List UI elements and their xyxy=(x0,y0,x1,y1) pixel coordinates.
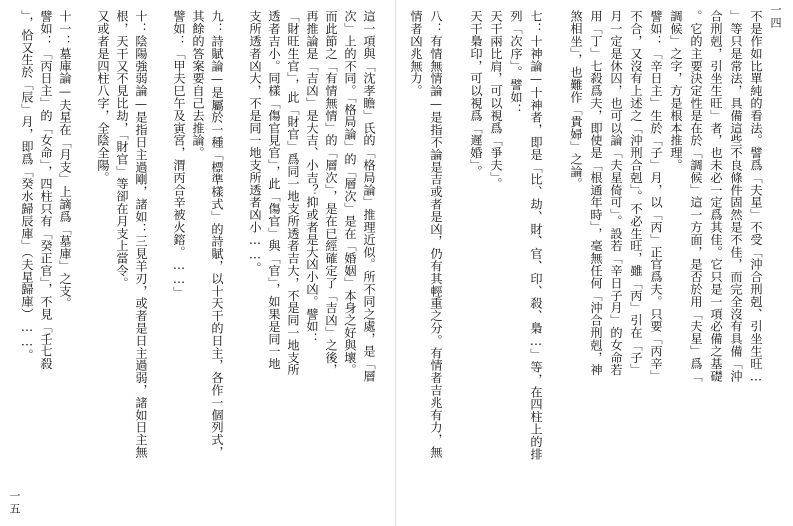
text-column: 月一定是休囚，也可以論「夫星倚可」。設若「辛日子月」的女命若 xyxy=(609,10,623,376)
text-column: 天干兩比肩，可以視爲「爭夫」。 xyxy=(489,10,503,190)
text-column: 十一：墓庫論—夫星在「月支」上謫爲「墓庫」之支。 xyxy=(58,10,72,310)
text-column: 」，恰又生於「辰」月，即爲「癸水歸辰庫」（夫星歸庫）……。 xyxy=(20,10,34,361)
text-column: 七：十神論—十神者，即是「比、劫、財、官、印、殺、梟…」等，在四柱上的排 xyxy=(529,10,543,460)
text-column: 次」上的不同。「格局論」的「層次」是在「婚姻」本身之好與壞。 xyxy=(343,10,357,376)
text-column: 煞相坐」，也難作「貴婦」之論。 xyxy=(569,10,583,190)
text-column: 列「次序」。譬如： xyxy=(509,10,523,116)
text-column: 「財旺生官」，此「財官」爲同一地支所透者吉大，不是同一地支所 xyxy=(286,10,300,376)
text-column: 十：陰陽強弱論—是指日主過剛，諸如：三見羊刃，或者是日主過弱，諸如日主無 xyxy=(134,10,148,459)
page-number-right: 一四 xyxy=(769,4,782,30)
right-page xyxy=(397,0,793,526)
text-column: 根，天干又不見比劫，「財官」等卻在月支上當令。 xyxy=(115,10,129,290)
text-column: 支所透者凶大，不是同一地支所透者凶小……。 xyxy=(248,10,262,274)
left-page xyxy=(0,0,396,526)
text-column: 。它的主要決定性是在於「調候」這一方面，是否於用「夫星」爲「 xyxy=(689,10,703,382)
text-column: 這一項與「沈孝瞻」氏的「格局論」推理近似。所不同之處，是「層 xyxy=(362,10,376,382)
text-column: 其餘的答案要自己去推論。 xyxy=(191,10,205,159)
text-column: 八：有情無情論—是指不論是吉或者是凶，仍有其輕重之分。有情者吉兆有力，無 xyxy=(429,10,443,459)
text-column: 九：詩賦論—是屬於一種「標準樣式」的詩賦，以十天干的日主，各作一個列式， xyxy=(210,10,224,459)
text-column: 天干梟印，可以視爲「遲婚」。 xyxy=(469,10,483,178)
text-column: 譬如：「甲夫巳午及寅宮，渭丙合辛被火鎔。……」 xyxy=(172,10,186,299)
text-column: 調候」之字，方是根本推理。 xyxy=(669,10,683,172)
text-column: 不合，又沒有上述之「沖刑合剋」。不必生旺，雖「丙」引在「子」 xyxy=(629,10,643,376)
text-column: 用「丁」七殺爲夫，即使是「根通年時」，毫無任何「沖合刑剋，神 xyxy=(589,10,603,376)
text-column: 又或者是四柱八字，全陰全陽。 xyxy=(96,10,110,184)
text-column: 譬如：「丙日主」的「女命」，四柱只有「癸正官」，不見「壬七殺 xyxy=(39,10,53,370)
text-column: 再推論是「吉凶」是大吉、小吉？抑或者是大凶小凶。譬如： xyxy=(305,10,319,345)
text-column: 譬如：「辛日主」生於「子」月，以「丙」正官爲夫。只要「丙辛」 xyxy=(649,10,663,382)
text-column: 不是作如比單純的看法。譬爲「夫星」不受「沖合刑剋、引坐生旺… xyxy=(749,10,763,384)
text-column: 合刑剋，引坐生旺」者，也未必一定爲其佳。它只是一項必備之基礎 xyxy=(709,10,723,382)
text-column: 情者凶兆無力。 xyxy=(409,10,423,97)
text-column: 」等只是常法，具備這些不良條件固然是不佳，而完全沒有具備「沖 xyxy=(729,10,743,382)
text-column: 透者吉小。同樣「傷官見官」，此「傷官」與「官」，如果是同一地 xyxy=(267,10,281,370)
page-number-left: 一五 xyxy=(8,490,21,516)
text-column: 而此節之「有情無情」的「層次」，是在已經確定了「吉凶」之後， xyxy=(324,10,338,376)
